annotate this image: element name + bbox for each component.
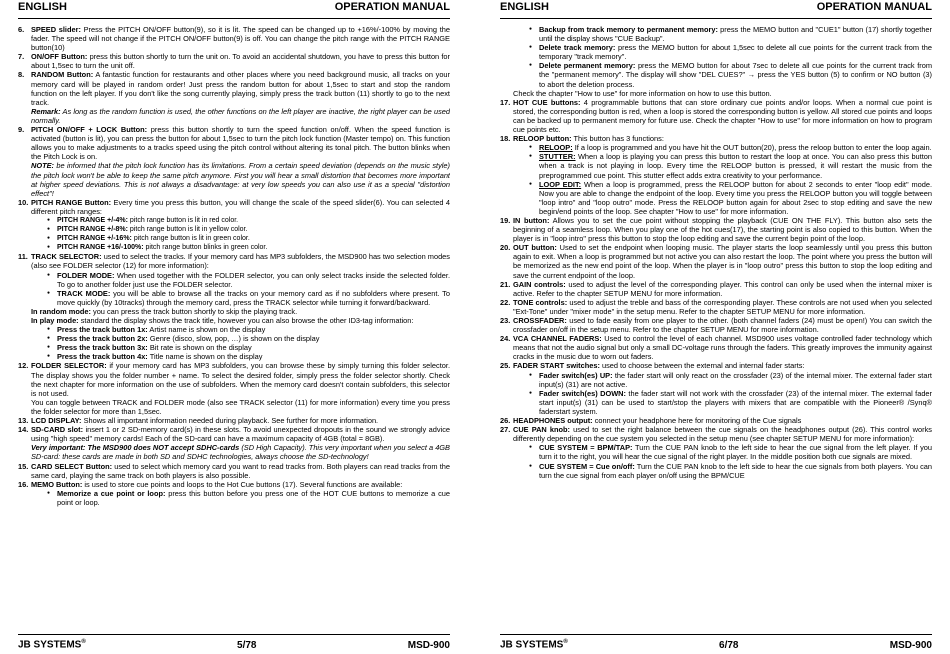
header-title: OPERATION MANUAL bbox=[816, 1, 932, 13]
list-item: ● CUE SYSTEM = Cue on/off: Turn the CUE PAN knob to the left side to hear the cue signals from both players. You can turn the cue signal from each player on/off using the BPM/CUE bbox=[539, 462, 932, 480]
page-header bbox=[500, 0, 932, 19]
header-language: ENGLISH bbox=[18, 1, 67, 13]
memo-list bbox=[513, 25, 932, 89]
page-body bbox=[18, 25, 450, 632]
manual-item-6: 6. SPEED slider: Press the PITCH ON/OFF button(9), so it is lit. The speed can be changed up to +16%/-100% by moving the fader. The speed will not change if the PITCH ON/OFF button(9) is off. You can change the pitch range with the PITCH RANGE button(10) bbox=[18, 25, 450, 53]
manual-item-10: 10. PITCH RANGE Button: Every time you press this button, you will change the scale of the speed slider(6). You can selected 4 different pitch ranges: ● PITCH RANGE +/-4%: pitch range button is lit in red color. ● PITCH RANGE +/-8%: pitch range button is lit in yellow color. ● PITCH RANGE +/-16%: pitch range button is lit in green color. ● PITCH RANGE +16/-100%: pitch range button blinks in green color. bbox=[18, 198, 450, 253]
page-footer bbox=[18, 634, 450, 653]
manual-item-9: 9. PITCH ON/OFF + LOCK Button: press this button shortly to turn the speed function on/off. When the speed function is activated (button is lit), you can press the button for about 1,5sec to turn the pitch lock function (Master tempo) on. This function allows you to make adjustments to a tracks speed using the pitch control without altering its tonal pitch. The button blinks when the Pitch Lock is on. NOTE: be informed that the pitch lock function has its limitations. From a certain speed deviation (depends on the music style) the pitch lock won't be able to keep the same pitch anymore. First you will hear a small distortion that becomes more important at higher speed deviations. This is not always a disadvantage: at very low speeds you can also use it as a special "distortion effect"! bbox=[18, 125, 450, 198]
page-footer bbox=[500, 634, 932, 653]
list-item: ● PITCH RANGE +/-8%: pitch range button is lit in yellow color. bbox=[57, 225, 450, 234]
list-item: ● TRACK MODE: you will be able to browse all the tracks on your memory card as if no subfolders where present. To move quickly (by 10tracks) through the memory card, press the TRACK selector while turning it forward/backward. bbox=[57, 289, 450, 307]
manual-item-7: 7. ON/OFF Button: press this button shortly to turn the unit on. To avoid an accidental shutdown, you have to press this button for about 1,5sec to turn the unit off. bbox=[18, 52, 450, 71]
list-item: ● PITCH RANGE +16/-100%: pitch range button blinks in green color. bbox=[57, 243, 450, 252]
memo-continued bbox=[500, 25, 932, 98]
header-language: ENGLISH bbox=[500, 1, 549, 13]
list-item: ● Backup from track memory to permanent memory: press the MEMO button and "CUE1" button (17) shortly together until the display shows "CUE Backup". bbox=[539, 25, 932, 43]
manual-item-8: 8. RANDOM Button: A fantastic function for restaurants and other places where you need background music, all tracks on your memory card will be played in random order! Just press the random button for about 1,5sec to start and stop the random function on the left player. If you don't like the song currently playing, simply press the track button (11) shortly to go to the next track. Remark: As long as the random function is used, the other functions on the left player are inactive, the right player can be used normally. bbox=[18, 70, 450, 125]
page-number: 5/78 bbox=[237, 639, 257, 651]
manual-item-24: 24. VCA CHANNEL FADERS: Used to control the level of each channel. MSD900 uses voltage controlled fader technology which means that not the audio signal but only a small DC-voltage runs through the faders. This greatly improves the immunity against cracks in the music due to worn out faders. bbox=[500, 334, 932, 362]
manual-item-13: 13. LCD DISPLAY: Shows all important information needed during playback. See further for more information. bbox=[18, 416, 379, 426]
manual-item-20: 20. OUT button: Used to set the endpoint when looping music. The player starts the loop seamlessly until you press this button again to exit. When a loop is programmed but not active you can also restart the loop. The point where you press the button will be memorized as the new end point of the loop. When the player is in "loop outro" press this button to stop the loop editing and save the current endpoint of the loop. bbox=[500, 243, 932, 280]
list-item: ● Press the track button 1x: Artist name is shown on the display bbox=[57, 325, 450, 334]
memo-list bbox=[31, 489, 450, 507]
fader-start-list bbox=[513, 371, 932, 416]
manual-item-23: 23. CROSSFADER: used to fade easily from one player to the other. (both channel faders (24) must be open!) You can switch the crossfader on/off in the setup menu. Refer to the chapter SETUP MENU for more information. bbox=[500, 316, 932, 335]
list-item: ● LOOP EDIT: When a loop is programmed, press the RELOOP button for about 2 seconds to enter "loop edit" mode. Now you are able to change the endpoint of the loop. Every time you press the RELOOP button you will toggle between "loop intro" and "loop outro" mode. Press the RELOOP button again for about 2sec to stop editing and save the new begin/end points of the loop. See chapter "How to use" for more information. bbox=[539, 180, 932, 216]
manual-item-25: 25. FADER START switches: used to choose between the external and internal fader starts: ● Fader switch(es) UP: the fader start will only react on the crossfader (23) of the internal mixer. The external fader start input(s) (31) are not active. ● Fader switch(es) DOWN: the fader start will not work with the crossfader (23) of the internal mixer. The external fader start input(s) (31) can be used to start/stop the players with mixers that are compatible with the Pioneer® /Synq® faderstart system. bbox=[500, 361, 932, 416]
memo-check-note: Check the chapter "How to use" for more information on how to use this button. bbox=[513, 88, 772, 98]
list-item: ● Press the track button 2x: Genre (disco, slow, pop, …) is shown on the display bbox=[57, 334, 450, 343]
list-item: ● PITCH RANGE +/-4%: pitch range button is lit in red color. bbox=[57, 216, 450, 225]
manual-item-18: 18. RELOOP button: This button has 3 functions: ● RELOOP: If a loop is programmed and you have hit the OUT button(20), press the reloop button to enter the loop again. ● STUTTER: When a loop is playing you can press this button to restart the loop at once. You can also press this button when a track is not playing in loop. Every time the RELOOP button is pressed, it will restart the music from the preprogrammed cue point. This stutter effect adds extra creativity to your performance. ● LOOP EDIT: When a loop is programmed, press the RELOOP button for about 2 seconds to enter "loop edit" mode. Now you are able to change the endpoint of the loop. Every time you press the RELOOP button you will toggle between "loop intro" and "loop outro" mode. Press the RELOOP button again for about 2sec to stop editing and save the new begin/end points of the loop. See chapter "How to use" for more information. bbox=[500, 134, 932, 216]
manual-item-12: 12. FOLDER SELECTOR: if your memory card has MP3 subfolders, you can browse these by simply turning this folder selector. The display shows you the folder number + name. To select the desired folder, simply press the folder selector shortly. Check the next chapter for more information on the use of subfolders. When the memory card doesn't contain subfolders, this selector is not used. You can toggle between TRACK and FOLDER mode (also see TRACK selector (11) for more information) every time you press the folder selector for more than 1,5sec. bbox=[18, 361, 450, 416]
manual-item-19: 19. IN button: Allows you to set the cue point without stopping the playback (CUE ON THE FLY). This button also sets the beginning of a seamless loop. When you play one of the hot cues(17), the starting point is also copied to this button. When the player is in "loop intro" press this button to stop the loop editing and save the current begin point of the loop. bbox=[500, 215, 932, 244]
footer-brand: JB SYSTEMS® bbox=[500, 639, 568, 651]
list-item: ● FOLDER MODE: When used together with the FOLDER selector, you can only select tracks inside the selected folder. To go to another folder just use the FOLDER selector. bbox=[57, 271, 450, 289]
list-item: ● PITCH RANGE +/-16%: pitch range button is lit in green color. bbox=[57, 234, 450, 243]
track-mode-list bbox=[31, 271, 450, 307]
manual-item-21: 21. GAIN controls: used to adjust the level of the corresponding player. This control can only be used when the internal mixer is active. Refer to the chapter SETUP MENU for more information. bbox=[500, 279, 932, 298]
cue-system-list bbox=[513, 443, 932, 479]
list-item: ● Delete track memory: press the MEMO button for about 1,5sec to delete all cue points for the current track from the temporary "track memory". bbox=[539, 43, 932, 61]
list-item: ● Fader switch(es) DOWN: the fader start will not work with the crossfader (23) of the internal mixer. The external fader start input(s) (31) can be used to start/stop the players with mixers that are compatible with the Pioneer® /Synq® faderstart system. bbox=[539, 389, 932, 416]
manual-item-11: 11. TRACK SELECTOR: used to select the tracks. If your memory card has MP3 subfolders, the MSD900 has two selection modes (also see FOLDER selector (12) for more information): ● FOLDER MODE: When used together with the FOLDER selector, you can only select tracks inside the selected folder. To go to another folder just use the FOLDER selector. ● TRACK MODE: you will be able to browse all the tracks on your memory card as if no subfolders where present. To move quickly (by 10tracks) through the memory card, press the TRACK selector while turning it forward/backward. In random mode: you can press the track button shortly to skip the playing track. In play mode: standard the display shows the track title, however you can also browse the other ID3-tag information: ● Press the track button 1x: Artist name is shown on the display ● Press the track button 2x: Genre (disco, slow, pop, …) is shown on the display ● Press the track button 3x: Bit rate is shown on the display ● Press the track button 4x: Title name is shown on the display bbox=[18, 252, 450, 361]
list-item: ● Press the track button 3x: Bit rate is shown on the display bbox=[57, 343, 450, 352]
list-item: ● Fader switch(es) UP: the fader start will only react on the crossfader (23) of the internal mixer. The external fader start input(s) (31) are not active. bbox=[539, 371, 932, 389]
list-item: ● Press the track button 4x: Title name is shown on the display bbox=[57, 352, 450, 361]
list-item: ● RELOOP: If a loop is programmed and you have hit the OUT button(20), press the reloop button to enter the loop again. bbox=[539, 143, 932, 152]
list-item: ● Memorize a cue point or loop: press this button before you press one of the HOT CUE buttons to memorize a cue point or loop. bbox=[57, 489, 450, 507]
reloop-list bbox=[513, 143, 932, 216]
manual-item-16: 16. MEMO Button: is used to store cue points and loops to the Hot Cue buttons (17). Several functions are available: ● Memorize a cue point or loop: press this button before you press one of the HOT CUE buttons to memorize a cue point or loop. bbox=[18, 480, 450, 507]
manual-item-17: 17. HOT CUE buttons: 4 programmable buttons that can store ordinary cue points and/or loops. When a normal cue point is stored, the corresponding button is red, when a loop is stored the corresponding button is yellow. All stored cue points and loops can be backed up to permanent memory for future use. Check the chapter "How to use" for more information on how to program cue points etc. bbox=[500, 97, 932, 135]
list-item: ● Delete permanent memory: press the MEMO button for about 7sec to delete all cue points for the current track from the "permanent memory". The display will show "DEL CUES?" → press the YES button (5) to confirm or NO button (3) to abort the deletion process. bbox=[539, 61, 932, 88]
manual-item-26: 26. HEADPHONES output: connect your headphone here for monitoring of the Cue signals bbox=[500, 416, 802, 426]
page-header bbox=[18, 0, 450, 19]
right-page bbox=[500, 0, 932, 654]
manual-item-22: 22. TONE controls: used to adjust the treble and bass of the corresponding player. These controls are not used when you selected "Ext-Tone" under "mixer mode" in the setup menu. Refer to the chapter SETUP MENU for more information. bbox=[500, 297, 932, 316]
page-body bbox=[500, 25, 932, 632]
footer-brand: JB SYSTEMS® bbox=[18, 639, 86, 651]
manual-item-14: 14. SD-CARD slot: insert 1 or 2 SD-memory card(s) in these slots. To avoid unexpected dropouts in the sound we strongly advice using "high speed" memory cards! Each of the SD-card can have a maximum capacity of 4GB (total = 8GB). Very important: The MSD900 does NOT accept SDHC-cards (SD High Capacity). This very important when you select a 4GB SD-card: these cards are made in both SD and SDHC technologies, always choose the SD-technology! bbox=[18, 425, 450, 462]
manual-item-27: 27. CUE PAN knob: used to set the right balance between the cue signals on the headphones output (26). This control works differently depending on the cue system you selected in the setup menu (see chapter SETUP MENU for more information): ● CUE SYSTEM = BPM/TAP: Turn the CUE PAN knob to the left side to hear the cue signal from the left player. If you turn it to the right, you will hear the cue signal of the right player. In the middle position both cue signals are mixed. ● CUE SYSTEM = Cue on/off: Turn the CUE PAN knob to the left side to hear the cue signals from both players. You can turn the cue signal from each player on/off using the BPM/CUE bbox=[500, 425, 932, 480]
pitch-range-list bbox=[31, 216, 450, 252]
page-number: 6/78 bbox=[719, 639, 739, 651]
footer-model: MSD-900 bbox=[407, 639, 450, 651]
list-item: ● STUTTER: When a loop is playing you can press this button to restart the loop at once. You can also press this button when a track is not playing in loop. Every time the RELOOP button is pressed, it will restart the music from the preprogrammed cue point. This stutter effect adds extra creativity to your performance. bbox=[539, 152, 932, 179]
id3-list bbox=[31, 325, 450, 361]
header-title: OPERATION MANUAL bbox=[334, 1, 450, 13]
manual-item-15: 15. CARD SELECT Button: used to select which memory card you want to read tracks from. Both players can read tracks from the same card, playing the same track on both players is also possible. bbox=[18, 461, 450, 480]
footer-model: MSD-900 bbox=[889, 639, 932, 651]
list-item: ● CUE SYSTEM = BPM/TAP: Turn the CUE PAN knob to the left side to hear the cue signal from the left player. If you turn it to the right, you will hear the cue signal of the right player. In the middle position both cue signals are mixed. bbox=[539, 443, 932, 461]
left-page bbox=[18, 0, 450, 654]
